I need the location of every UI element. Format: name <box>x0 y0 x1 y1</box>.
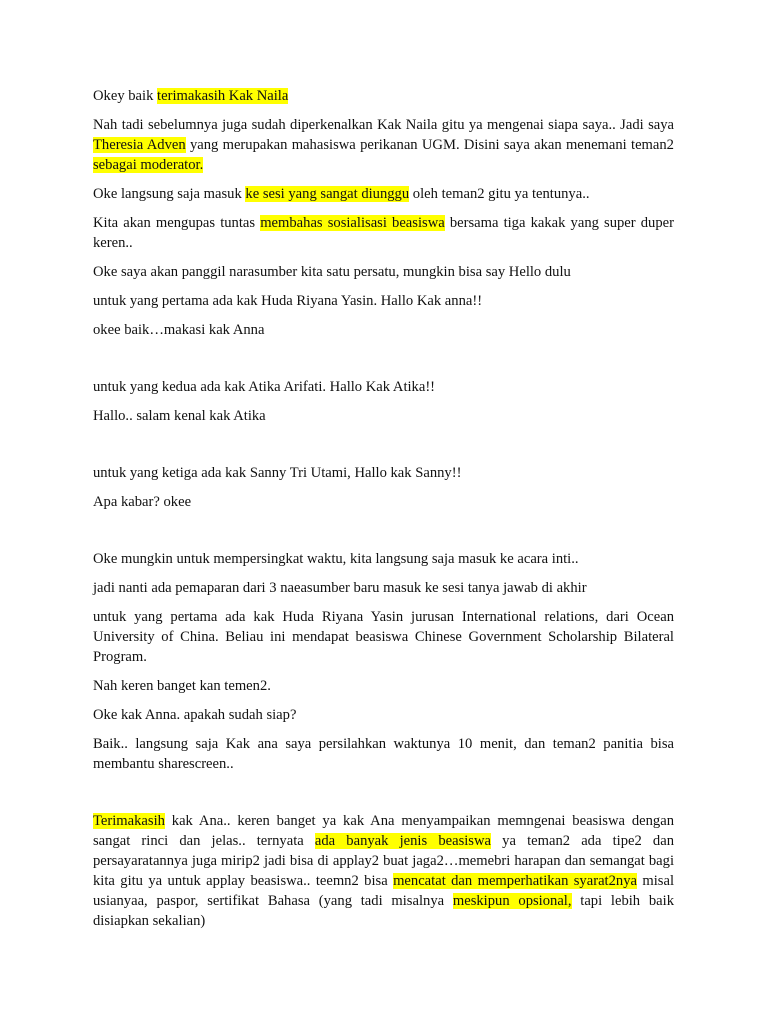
paragraph <box>93 262 674 282</box>
paragraph-text: yang merupakan mahasiswa perikanan UGM. Disini saya akan menemani teman2 <box>185 137 674 153</box>
paragraph-text: bersama tiga kakak yang super duper keren.. <box>93 215 674 251</box>
paragraph <box>93 320 674 340</box>
paragraph-text: untuk yang pertama ada kak Huda Riyana Yasin. Hallo Kak anna!! <box>93 293 483 309</box>
paragraph-text: untuk yang kedua ada kak Atika Arifati. Hallo Kak Atika!! <box>93 379 436 395</box>
paragraph-text: kak Ana.. keren banget ya kak Ana menyampaikan memngenai beasiswa dengan sangat rinci dan jelas.. ternyata <box>93 813 674 849</box>
paragraph-text: Oke langsung saja masuk <box>93 186 246 202</box>
paragraph-text: okee baik…makasi kak Anna <box>93 322 265 338</box>
paragraph-text: untuk yang pertama ada kak Huda Riyana Yasin jurusan International relations, dari Ocean University of China. Beliau ini mendapat beasiswa Chinese Government Scholarship Bilateral Program. <box>93 609 674 665</box>
document-page <box>93 86 674 940</box>
paragraph-text: Baik.. langsung saja Kak ana saya persilahkan waktunya 10 menit, dan teman2 panitia bisa membantu sharescreen.. <box>93 736 674 772</box>
paragraph <box>93 213 674 253</box>
paragraph <box>93 549 674 569</box>
paragraph-text: Apa kabar? okee <box>93 494 192 510</box>
paragraph <box>93 291 674 311</box>
paragraph-text: jadi nanti ada pemaparan dari 3 naeasumber baru masuk ke sesi tanya jawab di akhir <box>93 580 587 596</box>
paragraph <box>93 607 674 667</box>
paragraph-text: Oke saya akan panggil narasumber kita satu persatu, mungkin bisa say Hello dulu <box>93 264 571 280</box>
paragraph-text: Okey baik <box>93 88 158 104</box>
paragraph <box>93 492 674 512</box>
paragraph <box>93 705 674 725</box>
paragraph-text: tapi lebih baik disiapkan sekalian) <box>93 893 674 929</box>
paragraph <box>93 86 674 106</box>
paragraph <box>93 734 674 774</box>
paragraph-text: Nah keren banget kan temen2. <box>93 678 271 694</box>
paragraph-text: Hallo.. salam kenal kak Atika <box>93 408 266 424</box>
paragraph-text: Oke mungkin untuk mempersingkat waktu, kita langsung saja masuk ke acara inti.. <box>93 551 579 567</box>
paragraph-text: ya teman2 ada tipe2 dan persayaratannya juga mirip2 jadi bisa di applay2 buat jaga2…memebri harapan dan semangat bagi kita gitu ya untuk applay beasiswa.. teemn2 bisa <box>93 833 675 889</box>
paragraph-text: untuk yang ketiga ada kak Sanny Tri Utami, Hallo kak Sanny!! <box>93 465 462 481</box>
paragraph <box>93 676 674 696</box>
blank-line <box>93 349 674 377</box>
paragraph-text: oleh teman2 gitu ya tentunya.. <box>409 186 590 202</box>
highlighted-text: meskipun opsional, <box>452 893 572 909</box>
paragraph-text: misal usianyaa, paspor, sertifikat Bahasa (yang tadi misalnya <box>93 873 674 909</box>
highlighted-text: ada banyak jenis beasiswa <box>314 833 492 849</box>
paragraph <box>93 184 674 204</box>
highlighted-text: ke sesi yang sangat diunggu <box>245 186 410 202</box>
paragraph <box>93 463 674 483</box>
paragraph <box>93 115 674 175</box>
highlighted-text: terimakasih Kak Naila <box>157 88 289 104</box>
paragraph <box>93 406 674 426</box>
paragraph-text: Kita akan mengupas tuntas <box>93 215 261 231</box>
highlighted-text: membahas sosialisasi beasiswa <box>260 215 445 231</box>
highlighted-text: Theresia Adven <box>93 137 186 153</box>
highlighted-text: mencatat dan memperhatikan syarat2nya <box>393 873 637 889</box>
paragraph <box>93 377 674 397</box>
highlighted-text: Terimakasih <box>93 813 165 829</box>
paragraph <box>93 578 674 598</box>
blank-line <box>93 783 674 811</box>
blank-line <box>93 521 674 549</box>
paragraph-text: Oke kak Anna. apakah sudah siap? <box>93 707 297 723</box>
blank-line <box>93 435 674 463</box>
highlighted-text: sebagai moderator. <box>93 157 204 173</box>
paragraph <box>93 811 674 931</box>
paragraph-text: Nah tadi sebelumnya juga sudah diperkenalkan Kak Naila gitu ya mengenai siapa saya.. Jadi saya <box>93 117 674 133</box>
